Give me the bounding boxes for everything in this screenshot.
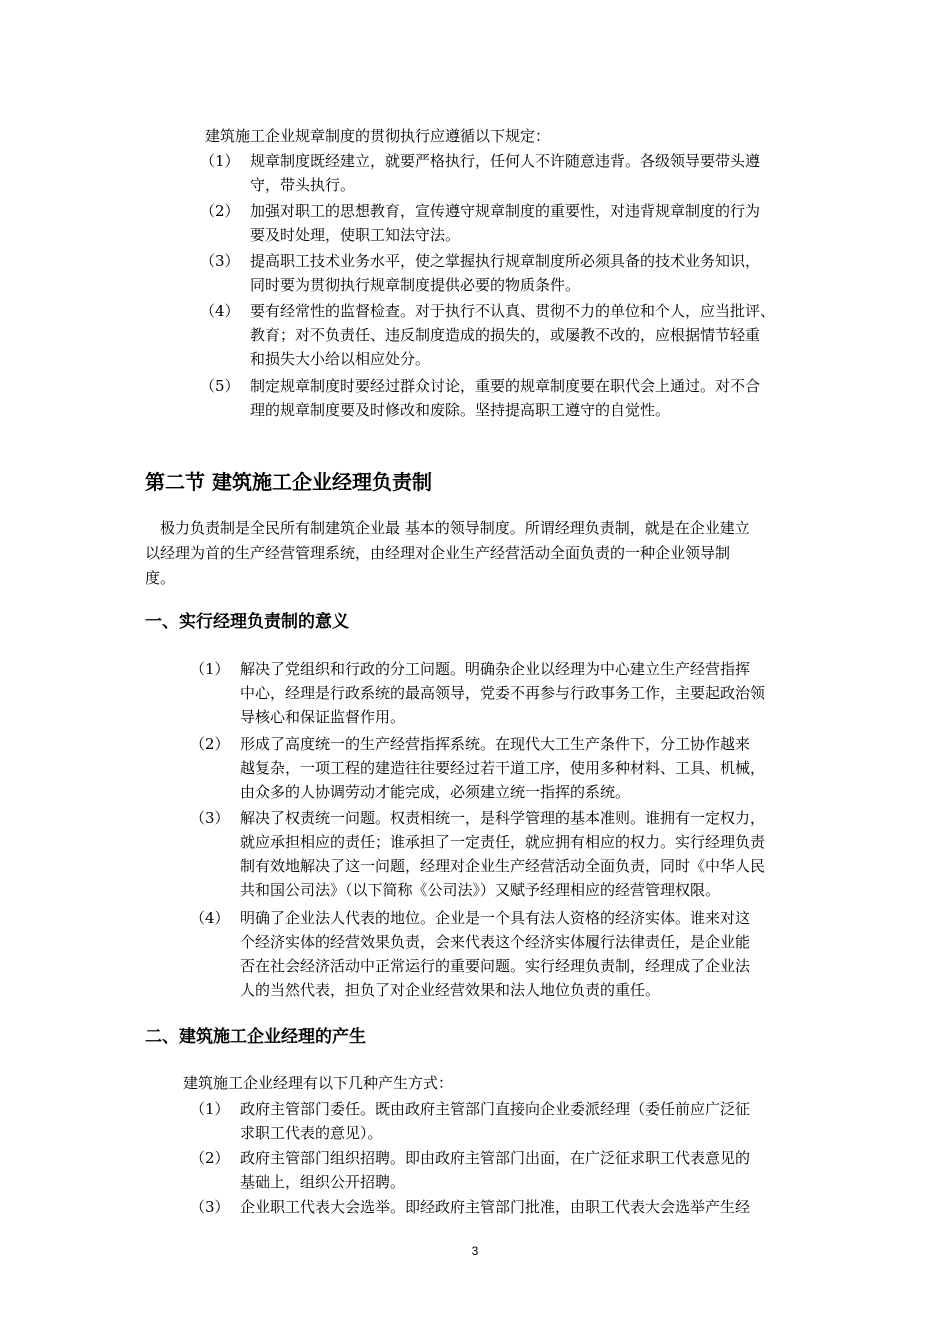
item-line: 就应承担相应的责任；谁承担了一定责任，就应拥有相应的权力。实行经理负责 <box>240 833 766 851</box>
item-line: 政府主管部门组织招聘。即由政府主管部门出面，在广泛征求职工代表意见的 <box>240 1149 751 1167</box>
item-number: （2） <box>190 1149 230 1167</box>
page-number: 3 <box>471 1244 479 1258</box>
item-line: 个经济实体的经营效果负责，会来代表这个经济实体履行法律责任，是企业能 <box>240 933 751 951</box>
paragraph-line: 度。 <box>145 569 176 587</box>
item-line: 规章制度既经建立，就要严格执行，任何人不许随意违背。各级领导要带头遵 <box>250 152 761 170</box>
section-paragraph <box>145 516 750 591</box>
item-line: 解决了党组织和行政的分工问题。明确杂企业以经理为中心建立生产经营指挥 <box>240 660 751 678</box>
item-number: （3） <box>190 1198 230 1216</box>
item-number: （3） <box>200 252 240 270</box>
paragraph-line: 极力负责制是全民所有制建筑企业最 基本的领导制度。所谓经理负责制，就是在企业建立 <box>160 519 750 537</box>
item-line: 由众多的人协调劳动才能完成，必须建立统一指挥的系统。 <box>240 783 631 801</box>
item-number: （2） <box>190 735 230 753</box>
item-number: （1） <box>200 152 240 170</box>
part2-heading: 二、建筑施工企业经理的产生 <box>145 1027 366 1047</box>
paragraph-line: 以经理为首的生产经营管理系统，由经理对企业生产经营活动全面负责的一种企业领导制 <box>145 544 731 562</box>
item-line: 共和国公司法》（以下简称《公司法》）又赋予经理相应的经营管理权限。 <box>240 881 721 899</box>
item-number: （2） <box>200 202 240 220</box>
item-line: 要有经常性的监督检查。对于执行不认真、贯彻不力的单位和个人，应当批评、 <box>250 302 776 320</box>
item-number: （3） <box>190 809 230 827</box>
item-line: 企业职工代表大会选举。即经政府主管部门批准，由职工代表大会选举产生经 <box>240 1198 751 1216</box>
item-line: 加强对职工的思想教育，宣传遵守规章制度的重要性，对违背规章制度的行为 <box>250 202 761 220</box>
section-title: 第二节 建筑施工企业经理负责制 <box>145 470 432 494</box>
item-line: 导核心和保证监督作用。 <box>240 708 406 726</box>
item-line: 明确了企业法人代表的地位。企业是一个具有法人资格的经济实体。谁来对这 <box>240 909 751 927</box>
item-line: 提高职工技术业务水平，使之掌握执行规章制度所必须具备的技术业务知识， <box>250 252 761 270</box>
item-line: 越复杂，一项工程的建造往往要经过若干道工序，使用多种材料、工具、机械， <box>240 759 766 777</box>
item-line: 解决了权责统一问题。权责相统一，是科学管理的基本准则。谁拥有一定权力， <box>240 809 766 827</box>
item-line: 求职工代表的意见）。 <box>240 1124 383 1142</box>
item-line: 人的当然代表，担负了对企业经营效果和法人地位负责的重任。 <box>240 981 661 999</box>
item-line: 政府主管部门委任。既由政府主管部门直接向企业委派经理（委任前应广泛征 <box>240 1100 751 1118</box>
item-line: 教育；对不负责任、违反制度造成的损失的，或屡教不改的，应根据情节轻重 <box>250 326 761 344</box>
item-number: （4） <box>200 302 240 320</box>
item-line: 和损失大小给以相应处分。 <box>250 350 431 368</box>
item-line: 守，带头执行。 <box>250 176 356 194</box>
item-number: （4） <box>190 909 230 927</box>
part2-intro: 建筑施工企业经理有以下几种产生方式： <box>183 1074 454 1092</box>
part1-heading: 一、实行经理负责制的意义 <box>145 612 349 632</box>
item-line: 制定规章制度时要经过群众讨论，重要的规章制度要在职代会上通过。对不合 <box>250 377 761 395</box>
item-line: 基础上，组织公开招聘。 <box>240 1173 406 1191</box>
item-number: （1） <box>190 1100 230 1118</box>
item-number: （1） <box>190 660 230 678</box>
item-line: 形成了高度统一的生产经营指挥系统。在现代大工生产条件下，分工协作越来 <box>240 735 751 753</box>
rules-intro: 建筑施工企业规章制度的贯彻执行应遵循以下规定： <box>205 127 551 145</box>
item-line: 否在社会经济活动中正常运行的重要问题。实行经理负责制，经理成了企业法 <box>240 957 751 975</box>
item-line: 中心，经理是行政系统的最高领导，党委不再参与行政事务工作，主要起政治领 <box>240 684 766 702</box>
item-line: 制有效地解决了这一问题，经理对企业生产经营活动全面负责，同时《中华人民 <box>240 857 766 875</box>
item-number: （5） <box>200 377 240 395</box>
item-line: 理的规章制度要及时修改和废除。坚持提高职工遵守的自觉性。 <box>250 401 671 419</box>
item-line: 同时要为贯彻执行规章制度提供必要的物质条件。 <box>250 276 581 294</box>
item-line: 要及时处理，使职工知法守法。 <box>250 226 461 244</box>
